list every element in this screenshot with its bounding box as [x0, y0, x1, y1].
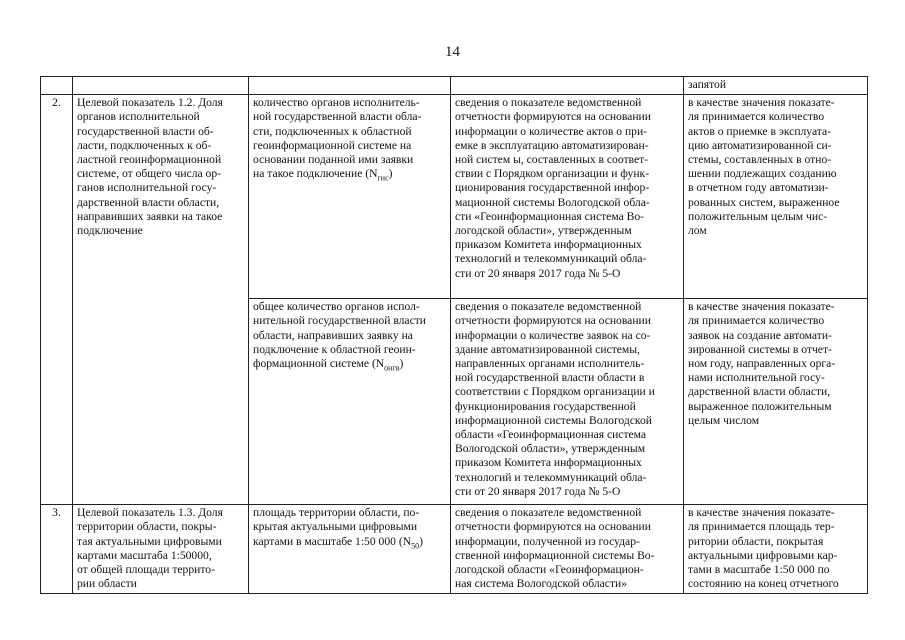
source-cell: сведения о показателе ведомственной отчетности формируются на основании информации, полученной из государ- ственной информационной системы Во- логодской области «Геоинформацион- ная система Вологодской области»	[451, 505, 684, 594]
table-row	[41, 95, 868, 299]
parameter-cell: общее количество органов испол- нительной государственной власти области, направивших заявку на подключение к областной геоин- формационной системе $(N_{онгв})$	[249, 299, 451, 505]
row-number: 3.	[41, 505, 73, 594]
continuation-cell-5: запятой	[684, 77, 868, 95]
parameter-subscript: онгв	[384, 363, 400, 373]
continuation-cell-3	[249, 77, 451, 95]
note-cell: в качестве значения показате- ля принимается количество актов о приемке в эксплуата- цию автоматизированной си- стемы, составленных в отно- шении подлежащих созданию в отчетном году автоматизи- рованных систем, выраженное положительным целым чис- лом	[684, 95, 868, 299]
table-row	[41, 505, 868, 594]
indicators-table	[40, 76, 868, 594]
continuation-cell-1	[41, 77, 73, 95]
parameter-subscript: 50	[411, 540, 420, 550]
parameter-cell: площадь территории области, по- крытая актуальными цифровыми картами в масштабе 1:50 000 $(N_{50})$	[249, 505, 451, 594]
continuation-cell-4	[451, 77, 684, 95]
row-number: 2.	[41, 95, 73, 505]
note-cell: в качестве значения показате- ля принимается площадь тер- ритории области, покрытая актуальными цифровыми кар- тами в масштабе 1:50 000 по состоянию на конец отчетного	[684, 505, 868, 594]
indicator-cell: Целевой показатель 1.3. Доля территории области, покры- тая актуальными цифровыми картами масштаба 1:50000, от общей площади террито- рии области	[73, 505, 249, 594]
parameter-cell: количество органов исполнитель- ной государственной власти обла- сти, подключенных к областной геоинформационной системе на основании поданной ими заявки на такое подключение $(N_{гис})$	[249, 95, 451, 299]
indicator-cell: Целевой показатель 1.2. Доля органов исполнительной государственной власти об- ласти, подключенных к об- ластной геоинформационной системе, от общего числа ор- ганов исполнительной госу- дарственной власти области, направивших заявки на такое подключение	[73, 95, 249, 505]
note-cell: в качестве значения показате- ля принимается количество заявок на создание автомати- зированной системы в отчет- ном году, направленных орга- нами исполнительной госу- дарственной власти области, выраженное положительным целым числом	[684, 299, 868, 505]
parameter-subscript: гис	[377, 173, 389, 183]
continuation-row	[41, 77, 868, 95]
source-cell: сведения о показателе ведомственной отчетности формируются на основании информации о количестве актов о при- емке в эксплуатацию автоматизирован- ной систем ы, составленных в соответ- ствии с Порядком организации и функ- ционирования государственной инфор- мационной системы Вологодской обла- сти «Геоинформационная система Во- логодской области», утвержденным приказом Комитета информационных технологий и телекоммуникаций обла- сти от 20 января 2017 года № 5-О	[451, 95, 684, 299]
page-number: 14	[445, 44, 460, 60]
continuation-cell-2	[73, 77, 249, 95]
source-cell: сведения о показателе ведомственной отчетности формируются на основании информации о количестве заявок на со- здание автоматизированной системы, направленных органами исполнитель- ной государственной власти области в соответствии с Порядком организации и функционирования государственной информационной системы Вологодской области «Геоинформационная система Вологодской области», утвержденным приказом Комитета информационных технологий и телекоммуникаций обла- сти от 20 января 2017 года № 5-О	[451, 299, 684, 505]
